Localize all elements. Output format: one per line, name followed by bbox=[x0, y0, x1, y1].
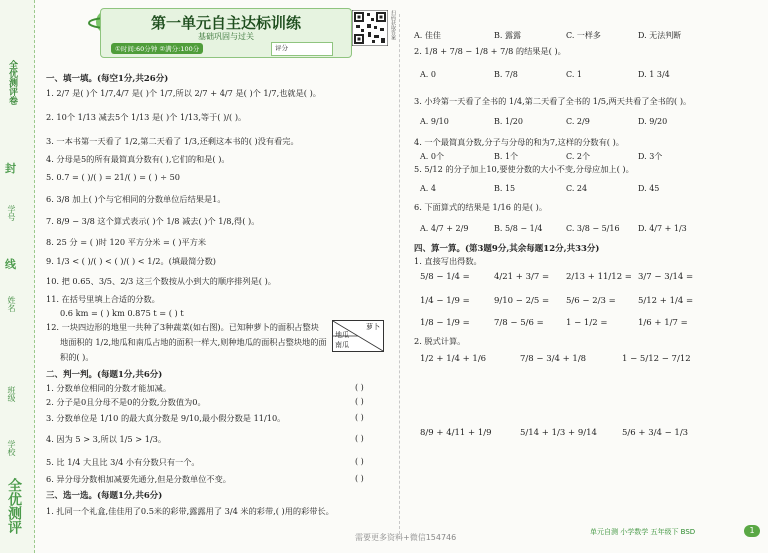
fill-q6: 6. 3/8 加上( )个与它相同的分数单位后结果是1。 bbox=[46, 194, 226, 204]
choice-q5-option-d[interactable]: D. 45 bbox=[638, 184, 660, 193]
choice-q4-option-a[interactable]: A. 0个 bbox=[420, 152, 444, 161]
section-fill-in-heading: 一、填一填。(每空1分,共26分) bbox=[46, 74, 169, 84]
column-divider bbox=[399, 14, 400, 539]
choice-q3: 3. 小玲第一天看了全书的 1/4,第二天看了全书的 1/5,两天共看了全书的( )。 bbox=[414, 96, 692, 106]
choice-q1-option-c[interactable]: C. 一样多 bbox=[566, 31, 601, 40]
choice-q4-option-c[interactable]: C. 2个 bbox=[566, 152, 591, 161]
fill-q3: 3. 一本书第一天看了 1/2,第二天看了 1/3,还剩这本书的( )没有看完。 bbox=[46, 136, 299, 146]
vegetable-plot-figure bbox=[332, 320, 384, 352]
judge-answer-4[interactable]: ( ) bbox=[355, 434, 364, 443]
name-label: 姓名 bbox=[7, 296, 16, 312]
fill-q12-line2: 地面积的 1/2,地瓜和南瓜占地的面积一样大,则种地瓜的面积占整块地的面 bbox=[60, 337, 327, 347]
judge-q4: 4. 因为 5 > 3,所以 1/5 > 1/3。 bbox=[46, 434, 167, 444]
footer-note: 需要更多资料+微信154746 bbox=[355, 533, 457, 542]
seal-mark-2: 线 bbox=[5, 258, 16, 271]
choice-q5: 5. 5/12 的分子加上10,要使分数的大小不变,分母应加上( )。 bbox=[414, 164, 634, 174]
section-judge-heading: 二、判一判。(每题1分,共6分) bbox=[46, 370, 163, 380]
step-calc-4: 8/9 + 4/11 + 1/9 bbox=[420, 428, 492, 438]
choice-q3-option-d[interactable]: D. 9/20 bbox=[638, 117, 668, 126]
direct-r2-c3: 5/6 − 2/3 = bbox=[566, 296, 616, 306]
fill-q5: 5. 0.7 = ( )/( ) = 21/( ) = ( ) ÷ 50 bbox=[46, 172, 181, 182]
fill-q12-line3: 积的( )。 bbox=[60, 352, 94, 362]
score-label: 评分 bbox=[275, 44, 288, 52]
judge-q2: 2. 分子是0且分母不是0的分数,分数值为0。 bbox=[46, 397, 206, 407]
choice-q4-option-b[interactable]: B. 1个 bbox=[494, 152, 519, 161]
choice-q4-option-d[interactable]: D. 3个 bbox=[638, 152, 663, 161]
choice-q2-option-b[interactable]: B. 7/8 bbox=[494, 70, 518, 79]
qr-caption: 扫码获取答案 bbox=[390, 10, 396, 40]
direct-r3-c1: 1/8 − 1/9 = bbox=[420, 318, 470, 328]
choice-q6-option-b[interactable]: B. 5/8 − 1/4 bbox=[494, 224, 543, 233]
title-banner bbox=[100, 8, 352, 58]
judge-answer-1[interactable]: ( ) bbox=[355, 383, 364, 392]
fill-q12-line1: 12. 一块四边形的地里一共种了3种蔬菜(如右图)。已知种萝卜的面积占整块 bbox=[46, 322, 319, 332]
choice-q3-option-b[interactable]: B. 1/20 bbox=[494, 117, 523, 126]
choice-q2-option-c[interactable]: C. 1 bbox=[566, 70, 583, 79]
direct-r2-c2: 9/10 − 2/5 = bbox=[494, 296, 550, 306]
sweet-potato-label: 地瓜 bbox=[335, 331, 349, 339]
school-label: 学校 bbox=[7, 440, 16, 456]
judge-answer-2[interactable]: ( ) bbox=[355, 397, 364, 406]
brand-logo: 全优测评 bbox=[6, 478, 22, 534]
seal-mark-1: 封 bbox=[5, 162, 16, 175]
step-calc-1: 1/2 + 1/4 + 1/6 bbox=[420, 354, 487, 364]
step-calc-6: 5/6 + 3/4 − 1/3 bbox=[622, 428, 689, 438]
fill-q8: 8. 25 分 = ( )时 120 平方分米 = ( )平方米 bbox=[46, 237, 207, 247]
step-calc-3: 1 − 5/12 − 7/12 bbox=[622, 354, 691, 364]
binding-strip bbox=[0, 0, 35, 553]
judge-answer-6[interactable]: ( ) bbox=[355, 474, 364, 483]
choice-q6: 6. 下面算式的结果是 1/16 的是( )。 bbox=[414, 202, 548, 212]
qr-code-icon bbox=[352, 10, 388, 46]
fill-q11: 11. 在括号里填上合适的分数。 bbox=[46, 294, 160, 304]
time-score-meta: ①时间:60分钟 ②满分:100分 bbox=[111, 43, 203, 54]
choice-q2-option-a[interactable]: A. 0 bbox=[420, 70, 436, 79]
direct-r3-c4: 1/6 + 1/7 = bbox=[638, 318, 688, 328]
fill-q11-blanks: 0.6 km = ( ) km 0.875 t = ( ) t bbox=[60, 308, 184, 318]
page-subtitle: 基础巩固与过关 bbox=[198, 32, 254, 41]
fill-q1: 1. 2/7 是( )个 1/7,4/7 是( )个 1/7,所以 2/7 + 4/7 是( )个 1/7,也就是( )。 bbox=[46, 88, 321, 98]
judge-q5: 5. 比 1/4 大且比 3/4 小有分数只有一个。 bbox=[46, 457, 200, 467]
judge-q1: 1. 分数单位相同的分数才能加减。 bbox=[46, 383, 172, 393]
section-calculate-heading: 四、算一算。(第3题9分,其余每题12分,共33分) bbox=[414, 244, 600, 254]
choice-q4: 4. 一个最简真分数,分子与分母的和为7,这样的分数有( )。 bbox=[414, 137, 624, 147]
calc-direct-title: 1. 直接写出得数。 bbox=[414, 256, 482, 266]
choice-q1-option-d[interactable]: D. 无法判断 bbox=[638, 31, 682, 40]
choice-q2-option-d[interactable]: D. 1 3/4 bbox=[638, 70, 670, 79]
choice-q1-option-b[interactable]: B. 露露 bbox=[494, 31, 521, 40]
fill-q4: 4. 分母是5的所有最简真分数有( ),它们的和是( )。 bbox=[46, 154, 230, 164]
choice-q6-option-a[interactable]: A. 4/7 + 2/9 bbox=[420, 224, 469, 233]
choice-q1: 1. 扎同一个礼盒,佳佳用了0.5米的彩带,露露用了 3/4 米的彩带,( )用的彩带长。 bbox=[46, 506, 334, 516]
step-calc-2: 7/8 − 3/4 + 1/8 bbox=[520, 354, 587, 364]
choice-q2: 2. 1/8 + 7/8 − 1/8 + 7/8 的结果是( )。 bbox=[414, 46, 566, 56]
choice-q5-option-b[interactable]: B. 15 bbox=[494, 184, 516, 193]
calc-step-title: 2. 脱式计算。 bbox=[414, 336, 466, 346]
judge-answer-3[interactable]: ( ) bbox=[355, 413, 364, 422]
judge-q3: 3. 分数单位是 1/10 的最大真分数是 9/10,最小假分数是 11/10。 bbox=[46, 413, 286, 423]
step-calc-5: 5/14 + 1/3 + 9/14 bbox=[520, 428, 597, 438]
class-label: 班级 bbox=[7, 386, 16, 402]
id-label: 学号 bbox=[7, 205, 16, 221]
fill-q10: 10. 把 0.65、3/5、2/3 这三个数按从小到大的顺序排列是( )。 bbox=[46, 276, 276, 286]
direct-r1-c1: 5/8 − 1/4 = bbox=[420, 272, 470, 282]
choice-q1-option-a[interactable]: A. 佳佳 bbox=[414, 31, 441, 40]
choice-q5-option-a[interactable]: A. 4 bbox=[420, 184, 436, 193]
radish-label: 萝卜 bbox=[366, 323, 380, 331]
page-title: 第一单元自主达标训练 bbox=[150, 14, 301, 32]
judge-answer-5[interactable]: ( ) bbox=[355, 457, 364, 466]
direct-r3-c2: 7/8 − 5/6 = bbox=[494, 318, 544, 328]
section-choice-heading: 三、选一选。(每题1分,共6分) bbox=[46, 491, 163, 501]
choice-q6-option-c[interactable]: C. 3/8 − 5/16 bbox=[566, 224, 620, 233]
choice-q5-option-c[interactable]: C. 24 bbox=[566, 184, 588, 193]
direct-r3-c3: 1 − 1/2 = bbox=[566, 318, 608, 328]
direct-r1-c4: 3/7 − 3/14 = bbox=[638, 272, 694, 282]
choice-q6-option-d[interactable]: D. 4/7 + 1/3 bbox=[638, 224, 687, 233]
judge-q6: 6. 异分母分数相加减要先通分,但是分数单位不变。 bbox=[46, 474, 231, 484]
direct-r2-c4: 5/12 + 1/4 = bbox=[638, 296, 694, 306]
brand-vertical: 全优测评卷 bbox=[7, 60, 17, 105]
direct-r1-c3: 2/13 + 11/12 = bbox=[566, 272, 632, 282]
pumpkin-label: 南瓜 bbox=[335, 341, 349, 349]
fill-q2: 2. 10个 1/13 减去5个 1/13 是( )个 1/13,等于( )/( )。 bbox=[46, 112, 247, 122]
page-number: 1 bbox=[744, 525, 760, 537]
direct-r1-c2: 4/21 + 3/7 = bbox=[494, 272, 550, 282]
fill-q9: 9. 1/3 < ( )/( ) < ( )/( ) < 1/2。(填最简分数) bbox=[46, 256, 216, 266]
fill-q7: 7. 8/9 − 3/8 这个算式表示( )个 1/8 减去( )个 1/8,得( )。 bbox=[46, 216, 260, 226]
score-box bbox=[271, 42, 333, 56]
direct-r2-c1: 1/4 − 1/9 = bbox=[420, 296, 470, 306]
footer-series: 单元自测 小学数学 五年级下 BSD bbox=[590, 528, 696, 536]
choice-q3-option-c[interactable]: C. 2/9 bbox=[566, 117, 590, 126]
choice-q3-option-a[interactable]: A. 9/10 bbox=[420, 117, 449, 126]
